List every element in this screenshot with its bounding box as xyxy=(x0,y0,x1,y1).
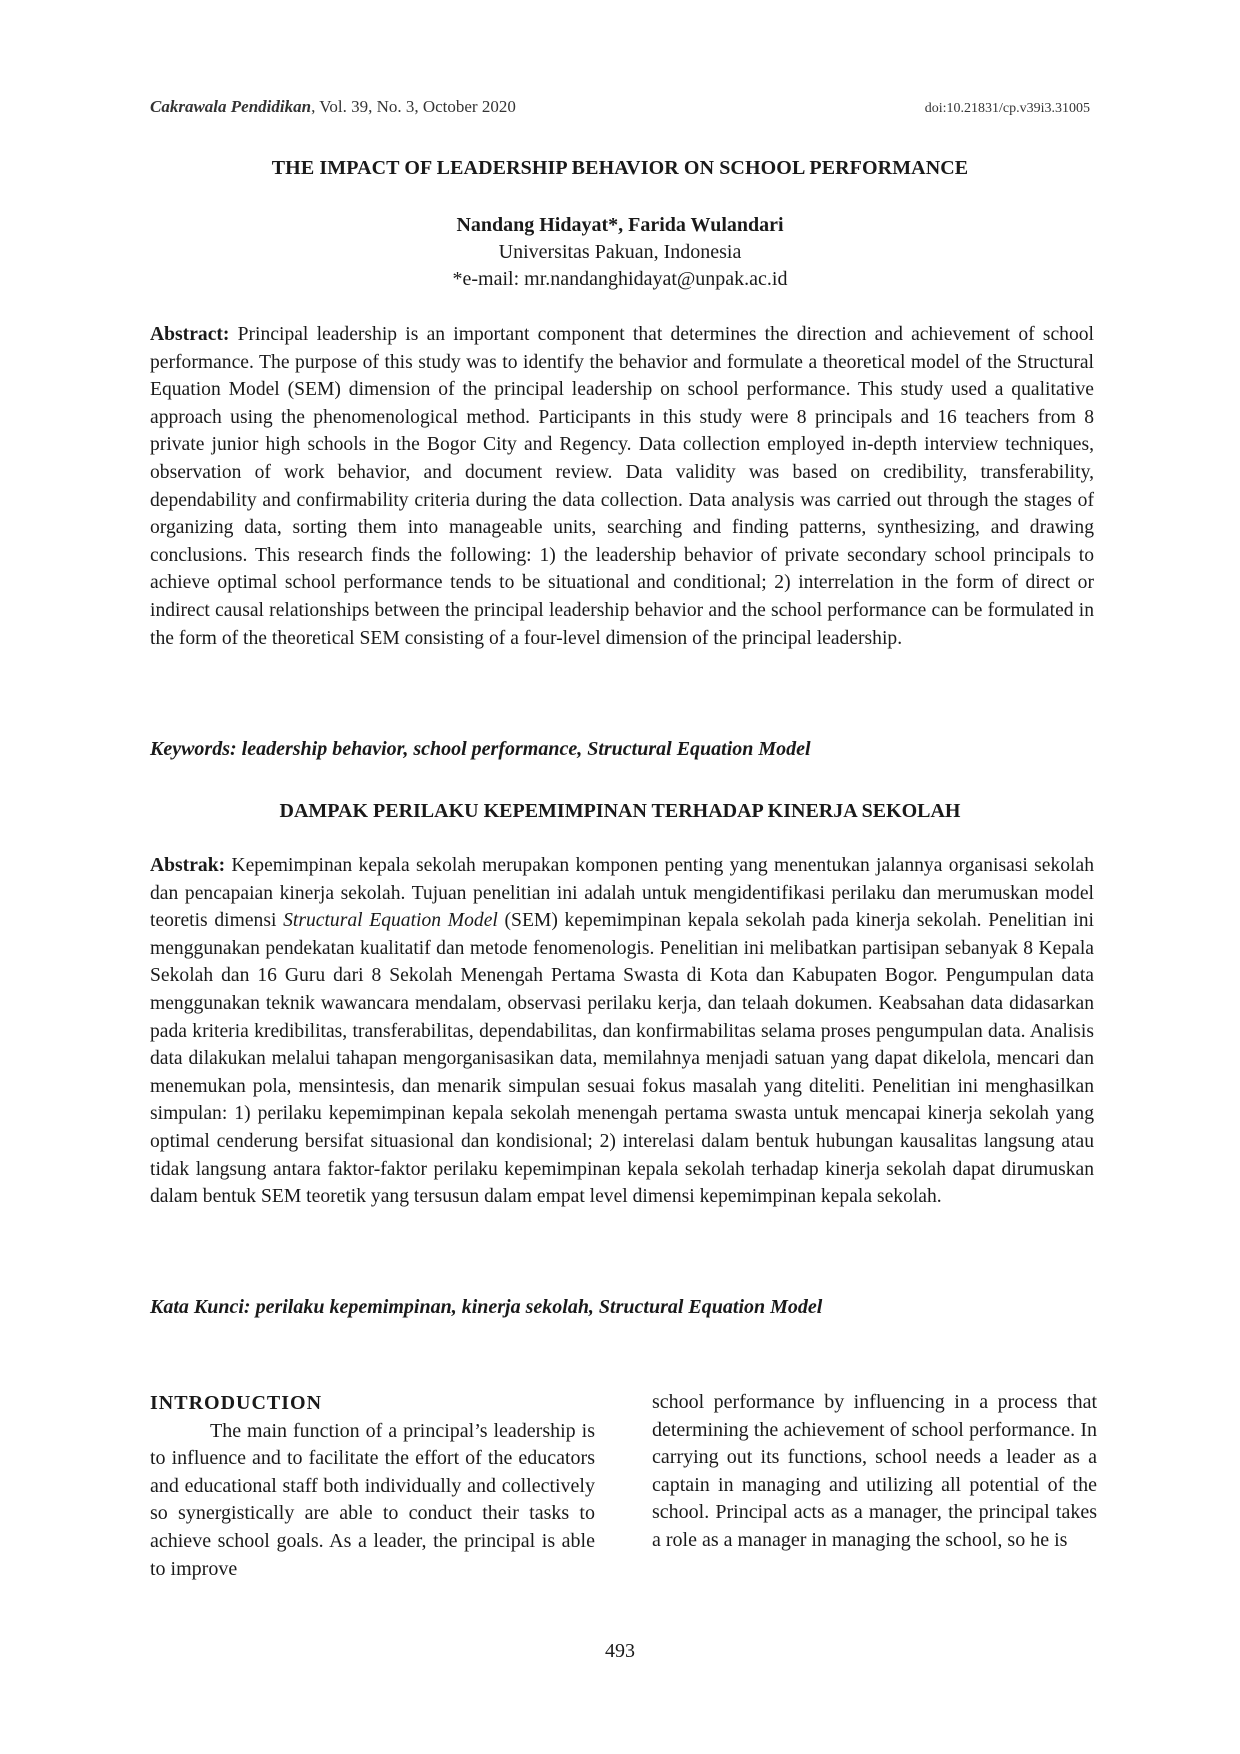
doi: doi:10.21831/cp.v39i3.31005 xyxy=(924,101,1090,116)
author-block xyxy=(150,212,1090,293)
paper-title: THE IMPACT OF LEADERSHIP BEHAVIOR ON SCHOOL PERFORMANCE xyxy=(271,157,969,179)
page-number: 493 xyxy=(605,1640,635,1662)
abstract-en-text: Principal leadership is an important component that determines the direction and achievement of school performance. The purpose of this study was to identify the behavior and formulate a theoretical model of the Structural Equation Model (SEM) dimension of the principal leadership on school performance. This study used a qualitative approach using the phenomenological method. Participants in this study were 8 principals and 16 teachers from 8 private junior high schools in the Bogor City and Regency. Data collection employed in-depth interview techniques, observation of work behavior, and document review. Data validity was based on credibility, transferability, dependability and confirmability criteria during the data collection. Data analysis was carried out through the stages of organizing data, sorting them into manageable units, searching and finding patterns, synthesizing, and drawing conclusions. This research finds the following: 1) the leadership behavior of private secondary school principals to achieve optimal school performance tends to be situational and conditional; 2) interrelation in the form of direct or indirect causal relationships between the principal leadership behavior and the school performance can be formulated in the form of the theoretical SEM consisting of a four-level dimension of the principal leadership. xyxy=(150,324,1094,649)
intro-right-column xyxy=(652,1389,1097,1555)
abstract-id xyxy=(150,852,1094,1211)
abstract-id-text-1: Kepemimpinan kepala sekolah merupakan komponen penting yang menentukan jalannya organisasi sekolah dan pencapaian kinerja sekolah. Tujuan penelitian ini adalah untuk mengidentifikasi perilaku dan merumuskan model teoretis dimensi xyxy=(150,855,1094,932)
intro-left-column xyxy=(150,1390,595,1583)
intro-paragraph-left: The main function of a principal’s leadership is to influence and to facilitate the effort of the educators and educational staff both individually and collectively so synergistically are able to conduct their tasks to achieve school goals. As a leader, the principal is able to improve xyxy=(150,1419,595,1580)
running-header xyxy=(150,97,516,117)
author-affiliation: Universitas Pakuan, Indonesia xyxy=(498,241,742,263)
section-heading-introduction: INTRODUCTION xyxy=(150,1392,323,1414)
author-names: Nandang Hidayat*, Farida Wulandari xyxy=(456,214,784,236)
title-id: DAMPAK PERILAKU KEPEMIMPINAN TERHADAP KINERJA SEKOLAH xyxy=(279,800,961,822)
author-email: *e-mail: mr.nandanghidayat@unpak.ac.id xyxy=(452,268,788,290)
abstract-id-text-2: (SEM) kepemimpinan kepala sekolah pada kinerja sekolah. Penelitian ini menggunakan pendekatan kualitatif dan metode fenomenologis. Penelitian ini melibatkan partisipan sebanyak 8 Kepala Sekolah dan 16 Guru dari 8 Sekolah Menengah Pertama Swasta di Kota dan Kabupaten Bogor. Pengumpulan data menggunakan teknik wawancara mendalam, observasi perilaku kerja, dan telaah dokumen. Keabsahan data didasarkan pada kriteria kredibilitas, transferabilitas, dependabilitas, dan konfirmabilitas selama proses pengumpulan data. Analisis data dilakukan melalui tahapan mengorganisasikan data, memilahnya menjadi satuan yang dapat dikelola, mencari dan menemukan pola, mensintesis, dan menarik simpulan sesuai fokus masalah yang diteliti. Penelitian ini menghasilkan simpulan: 1) perilaku kepemimpinan kepala sekolah menengah pertama swasta untuk mencapai kinerja sekolah yang optimal cenderung bersifat situasional dan kondisional; 2) interelasi dalam bentuk hubungan kausalitas langsung atau tidak langsung antara faktor-faktor perilaku kepemimpinan kepala sekolah terhadap kinerja sekolah dapat dirumuskan dalam bentuk SEM teoretik yang tersusun dalam empat level dimensi kepemimpinan kepala sekolah. xyxy=(150,910,1094,1208)
journal-issue: , Vol. 39, No. 3, October 2020 xyxy=(311,97,516,116)
abstract-en-label: Abstract: xyxy=(150,324,230,345)
journal-name: Cakrawala Pendidikan xyxy=(150,97,312,116)
keywords-en: Keywords: leadership behavior, school performance, Structural Equation Model xyxy=(150,738,811,760)
abstract-id-label: Abstrak: xyxy=(150,855,226,876)
abstract-en xyxy=(150,321,1094,652)
abstract-id-italic: Structural Equation Model xyxy=(283,910,498,932)
keywords-id: Kata Kunci: perilaku kepemimpinan, kinerja sekolah, Structural Equation Model xyxy=(150,1296,823,1318)
intro-paragraph-right: school performance by influencing in a process that determining the achievement of school performance. In carrying out its functions, school needs a leader as a captain in managing and utilizing all potential of the school. Principal acts as a manager, the principal takes a role as a manager in managing the school, so he is xyxy=(652,1391,1097,1551)
